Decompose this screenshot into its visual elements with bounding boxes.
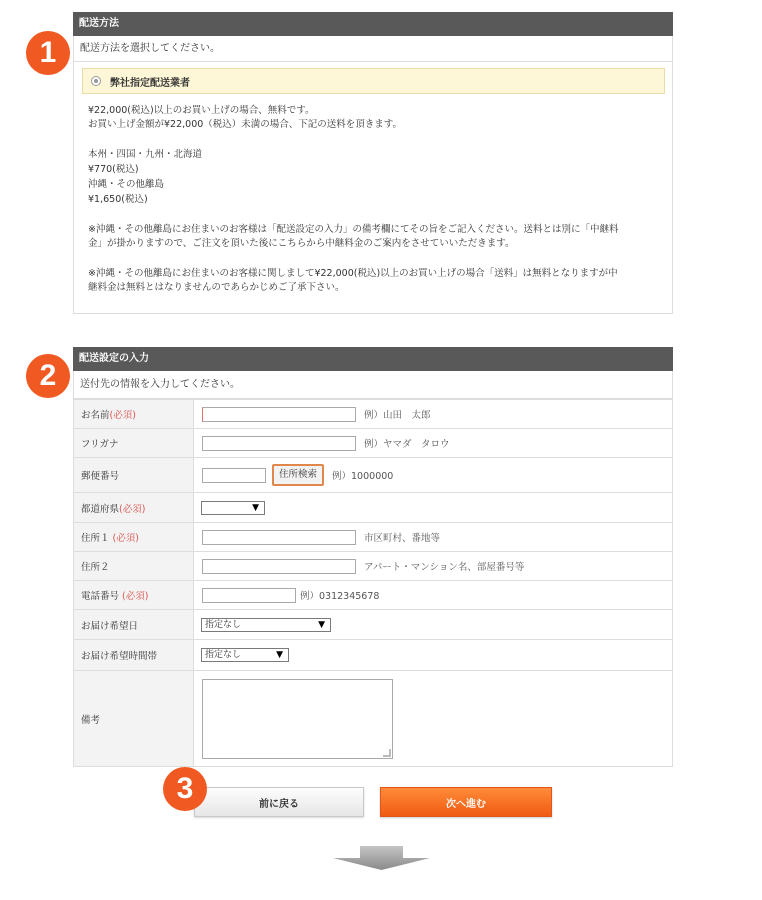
form-row-notes <box>74 671 673 767</box>
form-row-address2 <box>74 552 673 581</box>
name-input[interactable] <box>202 407 356 422</box>
form-row-furigana <box>74 429 673 458</box>
step-2-badge: 2 <box>26 354 70 398</box>
notes-label: 備考 <box>74 671 194 767</box>
phone-label: 電話番号 (必須) <box>74 581 194 610</box>
required-mark: (必須) <box>112 533 139 544</box>
delivery-settings-intro: 送付先の情報を入力してください。 <box>73 371 673 399</box>
form-row-delivery-time <box>74 640 673 671</box>
shipping-method-header: 配送方法 <box>73 12 673 36</box>
carrier-option[interactable] <box>82 68 665 94</box>
form-row-prefecture <box>74 493 673 523</box>
form-row-zip <box>74 458 673 493</box>
shipping-fee-note: お買い上げ金額が¥22,000（税込）未満の場合、下記の送料を頂きます。 <box>88 119 403 130</box>
name-label: お名前(必須) <box>74 400 194 429</box>
address2-label: 住所２ <box>74 552 194 581</box>
delivery-time-select[interactable] <box>201 648 289 662</box>
form-row-name <box>74 400 673 429</box>
island-note-1a: ※沖縄・その他離島にお住まいのお客様は「配送設定の入力」の備考欄にてその旨をご記入ください。送料とは別に「中継料 <box>88 224 619 235</box>
prefecture-label: 都道府県(必須) <box>74 493 194 523</box>
delivery-time-value: 指定なし <box>205 650 242 660</box>
resize-handle-icon[interactable] <box>383 749 391 757</box>
form-row-address1 <box>74 523 673 552</box>
region-mainland-label: 本州・四国・九州・北海道 <box>88 149 203 160</box>
notes-textarea[interactable] <box>202 679 393 759</box>
region-okinawa-fee: ¥1,650(税込) <box>88 194 148 205</box>
region-okinawa-label: 沖縄・その他離島 <box>88 179 165 190</box>
zip-input[interactable] <box>202 468 266 483</box>
island-note-2b: 継料金は無料とはなりませんのであらかじめご了承下さい。 <box>88 282 345 293</box>
required-mark: (必須) <box>119 503 146 515</box>
delivery-date-value: 指定なし <box>205 619 242 630</box>
address2-input[interactable] <box>202 559 356 574</box>
delivery-date-label: お届け希望日 <box>74 610 194 640</box>
form-row-delivery-date <box>74 610 673 640</box>
triangle-down-icon: ▼ <box>252 502 259 513</box>
required-mark: (必須) <box>109 410 136 421</box>
triangle-down-icon: ▼ <box>276 650 283 660</box>
step-1-badge: 1 <box>26 31 70 75</box>
address1-hint: 市区町村、番地等 <box>364 533 441 544</box>
down-arrow-icon <box>333 846 430 870</box>
step-3-badge: 3 <box>163 767 207 811</box>
island-note-2a: ※沖縄・その他離島にお住まいのお客様に関しまして¥22,000(税込)以上のお買い上げの場合「送料」は無料となりますが中 <box>88 268 618 279</box>
furigana-label: フリガナ <box>74 429 194 458</box>
delivery-time-label: お届け希望時間帯 <box>74 640 194 671</box>
address1-input[interactable] <box>202 530 356 545</box>
required-mark: (必須) <box>122 591 149 602</box>
form-row-phone <box>74 581 673 610</box>
furigana-hint: 例）ヤマダ タロウ <box>364 439 450 450</box>
zip-label: 郵便番号 <box>74 458 194 493</box>
shipping-method-intro: 配送方法を選択してください。 <box>73 36 673 62</box>
back-button[interactable]: 前に戻る <box>194 787 364 817</box>
address1-label: 住所１ (必須) <box>74 523 194 552</box>
address-search-button[interactable]: 住所検索 <box>272 464 324 486</box>
furigana-input[interactable] <box>202 436 356 451</box>
island-note-1b: 金」が掛かりますので、ご注文を頂いた後にこちらから中継料金のご案内をさせていいただきます。 <box>88 238 515 249</box>
region-mainland-fee: ¥770(税込) <box>88 164 139 175</box>
zip-hint: 例）1000000 <box>332 471 394 482</box>
phone-hint: 例）0312345678 <box>300 591 380 602</box>
prefecture-select[interactable] <box>201 501 265 515</box>
triangle-down-icon: ▼ <box>318 619 325 630</box>
address2-hint: アパート・マンション名、部屋番号等 <box>364 562 525 573</box>
free-shipping-note: ¥22,000(税込)以上のお買い上げの場合、無料です。 <box>88 105 315 116</box>
shipping-method-panel <box>73 62 673 314</box>
delivery-form-table <box>73 399 673 767</box>
name-hint: 例）山田 太郎 <box>364 410 431 421</box>
delivery-date-select[interactable] <box>201 618 331 632</box>
next-button[interactable]: 次へ進む <box>380 787 552 817</box>
carrier-radio[interactable] <box>91 76 101 86</box>
phone-input[interactable] <box>202 588 296 603</box>
carrier-option-label: 弊社指定配送業者 <box>110 77 190 89</box>
delivery-settings-header: 配送設定の入力 <box>73 347 673 371</box>
